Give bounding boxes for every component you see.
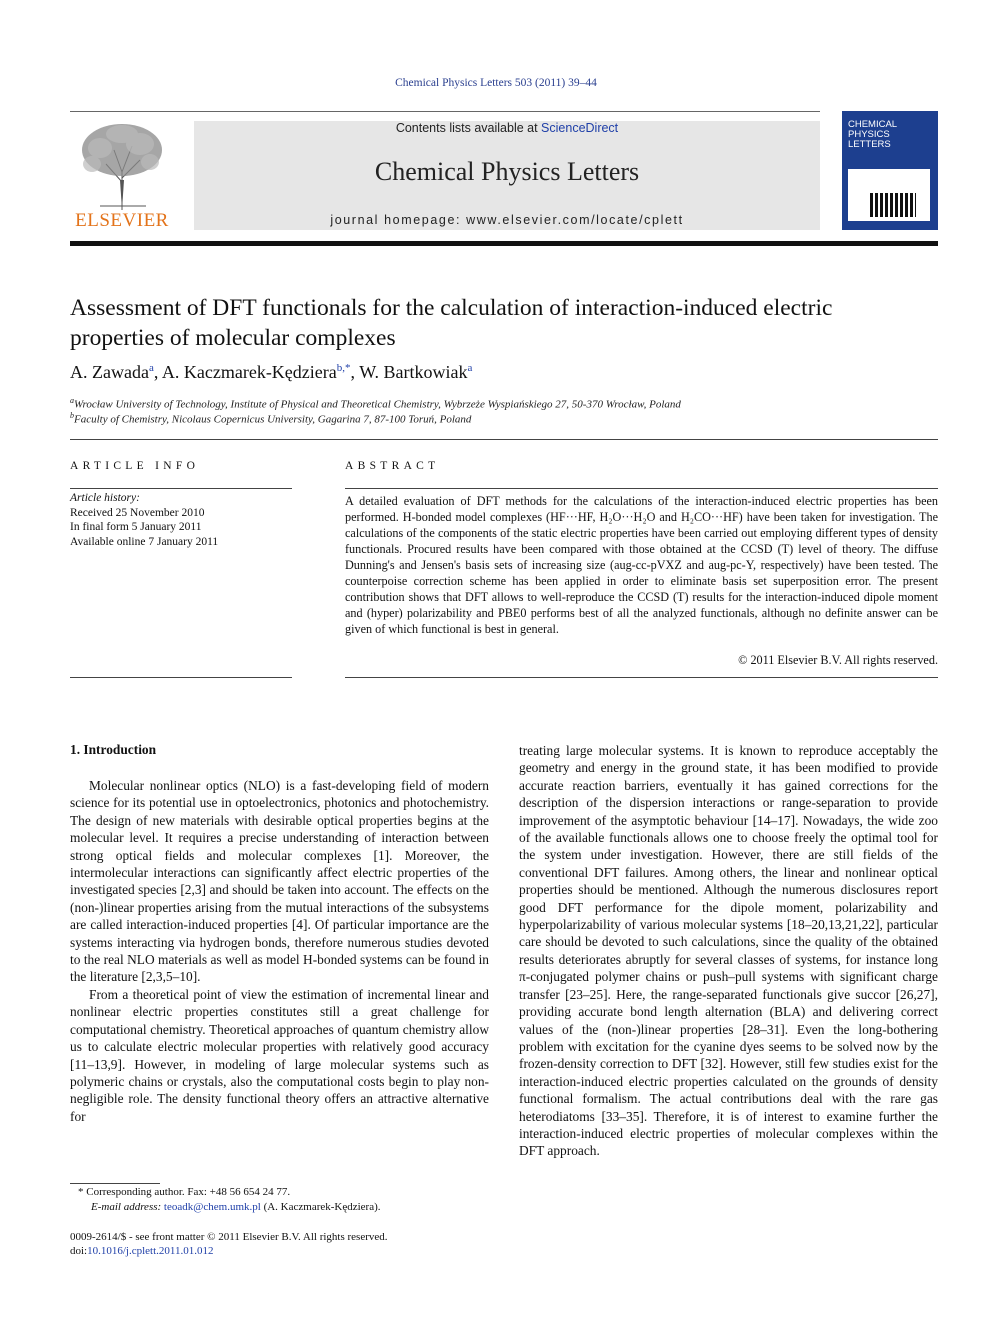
email-owner: (A. Kaczmarek-Kędziera). <box>263 1201 381 1213</box>
author-affiliation-mark[interactable]: a <box>467 362 473 374</box>
header-rule <box>70 111 820 112</box>
elsevier-tree-icon <box>70 120 174 212</box>
abstract-bottom-rule <box>345 677 938 678</box>
article-title: Assessment of DFT functionals for the calculation of interaction-induced electric properties of molecular complexes <box>70 295 833 351</box>
article-info-bottom-rule <box>70 677 292 678</box>
abstract-copyright: © 2011 Elsevier B.V. All rights reserved. <box>738 653 938 667</box>
abstract-heading: ABSTRACT <box>345 460 440 472</box>
contents-prefix: Contents lists available at <box>395 121 542 135</box>
abstract-rule <box>345 488 938 489</box>
journal-name: Chemical Physics Letters <box>374 157 640 186</box>
cover-title-line: PHYSICS <box>848 129 890 140</box>
affiliation-mark: a <box>70 396 74 405</box>
elsevier-wordmark: ELSEVIER <box>75 210 169 231</box>
journal-homepage[interactable]: journal homepage: www.elsevier.com/locate/cplett <box>330 213 684 227</box>
corresponding-author-note: * Corresponding author. Fax: +48 56 654 24 77. <box>78 1186 291 1198</box>
affiliation-text: Faculty of Chemistry, Nicolaus Copernicus University, Gagarina 7, 87-100 Toruń, Poland <box>74 413 472 426</box>
affiliation <box>70 411 471 426</box>
footnote-rule <box>70 1183 160 1184</box>
cover-title-line: LETTERS <box>848 139 891 150</box>
cover-barcode-graphic <box>870 193 916 217</box>
body-paragraph: treating large molecular systems. It is known to reproduce acceptably the geometry and energy in the ground state, it has been modified to provide accurate reaction barriers, eventually it has gained corrections for the description of the dispersion interactions or range-separation to provide improvement of the asymptotic behaviour [14–17]. Nowadays, the wide zoo of the available functionals allows one to choose freely the optimal tool for the system under investigation. However, there are still fields of the conventional DFT failures. Among others, the linear and nonlinear optical properties should be mentioned. Although the numerous disclosures report good DFT performance for the dipole moment, polarizability and hyperpolarizability of various molecular systems [18–20,13,21,22], particular care should be devoted to such calculations, since the quality of the obtained results deteriorates abruptly for several classes of systems, for instance long π-conjugated polymer chains or push–pull systems with significant charge transfer [23–25]. Here, the range-separated functionals give succor [26,27], providing accurate bond length alternation (BLA) and delivering correct values of the (non-)linear properties [28–31]. Even the long-bothering problem with excitation for the cyanine dyes seems to be solved now by the frozen-density correction to DFT [32]. However, still few studies exist for the interaction-induced electric properties calculated on the grounds of density functional formalism. The actual contributions deal with the rare gas heterodiatoms [33–35]. Therefore, it is of interest to examine further the interaction-induced electric properties of molecular complexes within the DFT approach. <box>519 743 938 1159</box>
final-form-date: In final form 5 January 2011 <box>70 521 202 533</box>
cover-title-line: CHEMICAL <box>848 119 898 130</box>
received-date: Received 25 November 2010 <box>70 506 205 519</box>
email-link[interactable]: teoadk@chem.umk.pl <box>163 1201 261 1213</box>
section-heading: 1. Introduction <box>70 742 157 757</box>
affiliation <box>70 396 681 411</box>
contents-line <box>194 121 820 135</box>
author-name[interactable]: W. Bartkowiak <box>359 362 468 382</box>
author-name[interactable]: A. Zawada <box>70 362 149 382</box>
author-name[interactable]: A. Kaczmarek-Kędziera <box>161 362 337 382</box>
doi-link[interactable]: 10.1016/j.cplett.2011.01.012 <box>87 1245 214 1257</box>
journal-cover-thumbnail <box>842 111 938 230</box>
doi-line <box>70 1245 214 1257</box>
affiliation-mark: b <box>70 411 74 420</box>
issn-line: 0009-2614/$ - see front matter © 2011 Elsevier B.V. All rights reserved. <box>70 1231 388 1243</box>
body-right-column <box>519 742 938 1160</box>
journal-citation[interactable]: Chemical Physics Letters 503 (2011) 39–44 <box>395 77 597 89</box>
body-paragraph: Molecular nonlinear optics (NLO) is a fast-developing field of modern science for its potential use in optoelectronics, photonics and photochemistry. The design of new materials with desirable optical properties begins at the molecular level. It requires a precise understanding of interaction between strong optical fields and molecular complexes [1]. Moreover, the intermolecular interactions can significantly affect electric properties of the investigated species [2,3] and should be taken into account. The effects on the (non-)linear properties arising from the mutual interactions of the subsystems are called interaction-induced properties [4]. Of particular importance are the systems interacting via hydrogen bonds, therefore numerous studies devoted to the real NLO materials as well as model H-bonded systems can be found in the literature [2,3,5–10]. <box>70 778 489 985</box>
body-left-column <box>70 777 489 1125</box>
header-thick-rule <box>70 241 938 246</box>
article-info-rule <box>70 488 292 489</box>
article-info-heading: ARTICLE INFO <box>70 460 200 472</box>
body-paragraph: From a theoretical point of view the estimation of incremental linear and nonlinear electric properties constitutes still a great challenge for computational chemistry. Theoretical approaches of quantum chemistry allow us to calculate electric molecular properties with relatively good accuracy [11–13,9]. However, in modeling of large molecular systems such as polymeric chains or crystals, also the computational costs begin to play non-negligible role. The density functional theory offers an attractive alternative for <box>70 986 489 1124</box>
history-label: Article history: <box>70 492 140 504</box>
doi-label: doi: <box>70 1245 88 1257</box>
journal-banner <box>194 121 820 230</box>
author-affiliation-mark[interactable]: a <box>148 362 154 374</box>
article-history <box>70 491 218 549</box>
sciencedirect-link[interactable]: ScienceDirect <box>541 121 619 135</box>
affiliation-text: Wrocław University of Technology, Institute of Physical and Theoretical Chemistry, Wybrzeże Wyspiańskiego 27, 50-370 Wrocław, Poland <box>74 398 681 411</box>
elsevier-logo <box>70 120 174 232</box>
author-list: A. Zawada$^a$, A. Kaczmarek-Kędziera$^{b,*}$, W. Bartkowiak$^a$ <box>70 362 473 382</box>
section-rule <box>70 439 938 440</box>
online-date: Available online 7 January 2011 <box>70 535 219 548</box>
abstract-text: A detailed evaluation of DFT methods for the calculations of the interaction-induced electric properties has been performed. H-bonded model complexes (HF···HF, H₂O···H₂O and H₂CO···HF) have been taken for investigation. The calculations of the components of the static electric properties have been carried out employing different types of density functionals. Procured results have been compared with those obtained at the CCSD (T) level of theory. The diffuse Dunning's and Jensen's basis sets of increasing size (aug-cc-pVXZ and aug-pc-Y, respectively) have been tested. The counterpoise correction scheme has been applied in order to eliminate basis set superposition error. The present contribution shows that DFT allows to well-reproduce the CCSD (T) results for the interaction-induced dipole moment and (hyper) polarizability and PBE0 performs best of all the analyzed functionals, although no definite answer can be given of which functional is best in general. <box>345 494 938 636</box>
author-affiliation-mark[interactable]: b,* <box>336 362 351 374</box>
email-note <box>91 1201 381 1213</box>
email-label: E-mail address: <box>91 1201 162 1213</box>
cover-title <box>848 120 897 150</box>
